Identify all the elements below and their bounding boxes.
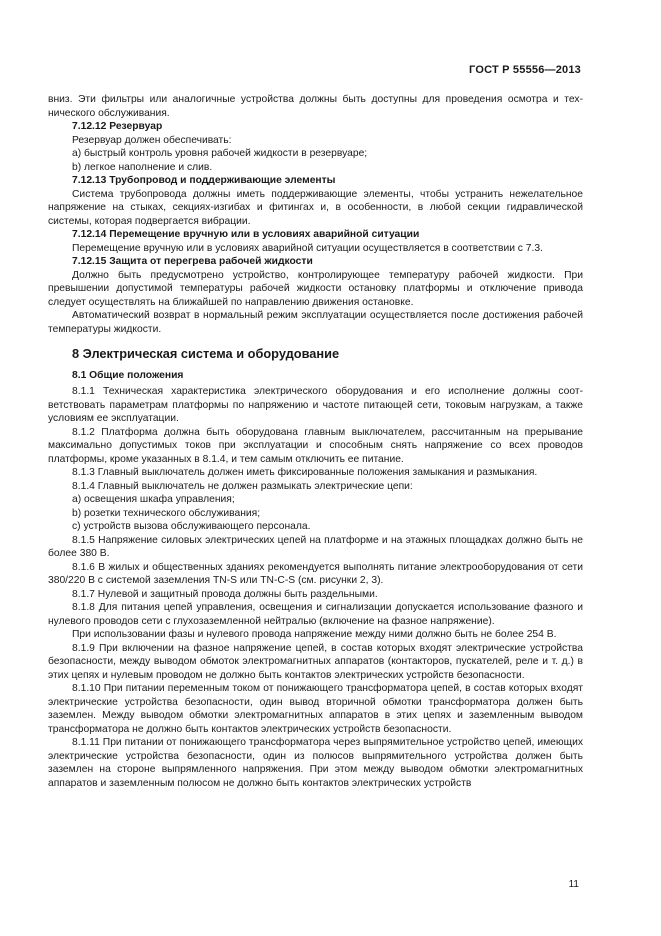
paragraph: 8.1.10 При питании переменным током от понижающего трансформатора цепей, в состав которых входят электрические устройства безопасности, один вывод вторичной обмотки трансформатора должен быть заземлен. Между выводом обмотки электромагнитных аппаратов в этих цепях и заземленным выводом трансформатора не должно быть контактов электрических устройств безопасности. bbox=[48, 683, 583, 735]
document-body bbox=[48, 93, 583, 790]
subsection-heading: 7.12.15 Защита от перегрева рабочей жидкости bbox=[72, 256, 313, 267]
subsection-heading: 7.12.14 Перемещение вручную или в условиях аварийной ситуации bbox=[72, 229, 420, 240]
paragraph: Перемещение вручную или в условиях аварийной ситуации осуществляется в соответствии с 7.3. bbox=[72, 242, 543, 254]
subsection-title: 8.1 Общие положения bbox=[72, 369, 184, 381]
list-item: c) устройств вызова обслуживающего персонала. bbox=[72, 521, 311, 532]
subsection-heading: 7.12.13 Трубопровод и поддерживающие элементы bbox=[72, 175, 336, 186]
paragraph: 8.1.8 Для питания цепей управления, освещения и сигнализации допускается использование фазного и нулевого проводов сети с глухозаземленной нейтралью (включение на фазное напряжение). bbox=[48, 602, 583, 627]
paragraph: Система трубопровода должны иметь поддерживающие элементы, чтобы устранить нежелательное напряжение на стыках, секциях-изгибах и фитингах и, в особенности, в любой секции гидравлической системы, которая подвергается вибрации. bbox=[48, 188, 583, 227]
list-item: a) освещения шкафа управления; bbox=[72, 494, 235, 505]
page-number: 11 bbox=[568, 879, 579, 890]
paragraph: 8.1.5 Напряжение силовых электрических цепей на платформе и на этажных площадках должно быть не более 380 В. bbox=[48, 534, 583, 559]
paragraph: 8.1.2 Платформа должна быть оборудована главным выключателем, рассчитанным на прерывание максимально допустимых токов при эксплуатации и способным снять напряжение со всех проводов платформы, кроме указанных в 8.1.4, и тем самым отключить ее питание. bbox=[48, 426, 583, 465]
list-item: b) легкое наполнение и слив. bbox=[72, 161, 213, 173]
list-item: b) розетки технического обслуживания; bbox=[72, 507, 261, 519]
paragraph: 8.1.7 Нулевой и защитный провода должны быть раздельными. bbox=[72, 588, 378, 600]
paragraph: 8.1.11 При питании от понижающего трансформатора через выпрямительное устройство цепей, имеющих электрические устройства безопасности, один из полюсов выпрямительного устройства должен быть заземлен на стороне выпрямленного напряжения. При этом между выводом обмотки электромагнитных аппаратов и заземленным полюсом не должно быть контактов электрических устройств bbox=[48, 737, 583, 789]
paragraph: 8.1.4 Главный выключатель не должен размыкать электрические цепи: bbox=[72, 480, 413, 492]
list-item: a) быстрый контроль уровня рабочей жидкости в резервуаре; bbox=[72, 148, 368, 159]
paragraph: 8.1.1 Техническая характеристика электрического оборудования и его исполнение должны соответствовать параметрам платформы по напряжению и частоте питающей сети, токовым нагрузкам, а также условиям ее эксплуатации. bbox=[48, 386, 583, 424]
paragraph: 8.1.3 Главный выключатель должен иметь фиксированные положения замыкания и размыкания. bbox=[72, 467, 538, 478]
section-heading: 8 Электрическая система и оборудование bbox=[72, 346, 340, 361]
paragraph: Должно быть предусмотрено устройство, контролирующее температуру рабочей жидкости. При превышении допустимой температуры рабочей жидкости остановку платформы и отключение привода следует осуществлять на ближайшей по направлению движения остановке. bbox=[48, 269, 583, 308]
paragraph: При использовании фазы и нулевого провода напряжение между ними должно быть не более 254 В. bbox=[72, 629, 557, 640]
paragraph-continued: вниз. Эти фильтры или аналогичные устройства должны быть доступны для проведения осмотра и технического обслуживания. bbox=[48, 94, 583, 119]
document-header-standard-id: ГОСТ Р 55556—2013 bbox=[469, 64, 581, 76]
paragraph: Резервуар должен обеспечивать: bbox=[72, 134, 232, 146]
subsection-heading: 7.12.12 Резервуар bbox=[72, 121, 163, 132]
paragraph: 8.1.9 При включении на фазное напряжение цепей, в состав которых входят электрические устройства безопасности, между выводом обмоток электромагнитных аппаратов (контакторов, пускателей, реле и т. д.) в этих цепях и нулевым проводом не должно быть контактов электрических устройств безопасности. bbox=[48, 642, 583, 681]
paragraph: Автоматический возврат в нормальный режим эксплуатации осуществляется после достижения рабочей температуры жидкости. bbox=[48, 310, 583, 335]
paragraph: 8.1.6 В жилых и общественных зданиях рекомендуется выполнять питание электрооборудования от сети 380/220 В с системой заземления TN-S или TN-C-S (см. рисунки 2, 3). bbox=[48, 561, 583, 586]
